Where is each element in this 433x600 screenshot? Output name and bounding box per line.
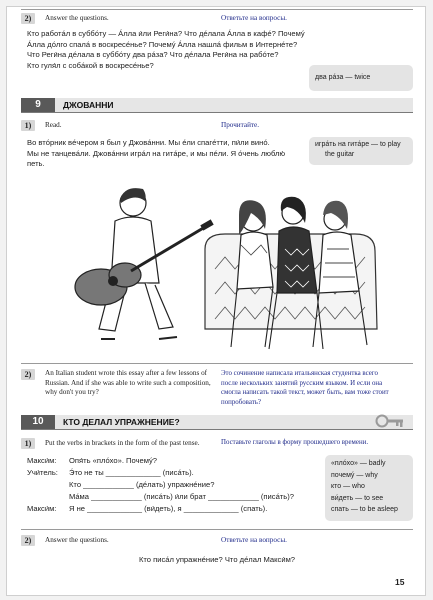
instruction-line: попробовать? bbox=[221, 398, 261, 406]
speaker bbox=[27, 479, 69, 491]
instruction-ru: Ответьте на вопросы. bbox=[221, 14, 287, 22]
question-line: Кто работáл в суббóту — Áлла и́ли Реги́на? Что дéлала Áлла в кафé? Почемý bbox=[27, 29, 305, 38]
section-number: 9 bbox=[21, 98, 55, 112]
dialog-line bbox=[27, 503, 317, 515]
vocab-item: «плóхо» — badly bbox=[331, 460, 386, 467]
dialog-text: Опя́ть «плóхо». Почемý? bbox=[69, 456, 157, 465]
guitar-illustration bbox=[55, 179, 385, 359]
text-line: Во втóрник вéчером я был у Джовáнни. Мы éли спагéтти, пи́ли винó. bbox=[27, 138, 270, 147]
text-line: Мы не танцевáли. Джовáнни игрáл на гитáре, и мы пéли. Я óчень люблю́ bbox=[27, 148, 286, 158]
question-line: Кто гуля́л с собáкой в воскресéнье? bbox=[27, 60, 154, 70]
instruction-line: после нескольких занятий русским языком. И если она bbox=[221, 379, 383, 387]
instruction-en: Read. bbox=[45, 121, 62, 129]
task-number: 2) bbox=[21, 369, 35, 380]
instruction-en: Answer the questions. bbox=[45, 14, 109, 22]
vocab-sidebar bbox=[309, 137, 413, 165]
question-line: Кто писáл упражнéние? Что дéлал Макси́м? bbox=[138, 555, 296, 564]
instruction-line: An Italian student wrote this essay after a few lessons of bbox=[45, 369, 208, 377]
dialog-line bbox=[27, 467, 317, 479]
speaker: Учи́тель: bbox=[27, 468, 58, 477]
divider bbox=[21, 363, 413, 364]
page-number: 15 bbox=[395, 577, 405, 587]
dialog-exercise bbox=[27, 455, 317, 515]
instruction-ru: Ответьте на вопросы. bbox=[221, 536, 287, 544]
dialog-text: Мáма ____________ (писáть) и́ли брат ____________ (писáть)? bbox=[69, 492, 294, 501]
instruction-ru bbox=[221, 369, 417, 407]
question-line: Что Реги́на дéлала в суббóту два рáза? Что дéлала Реги́на на рабóте? bbox=[27, 50, 279, 59]
speaker: Макси́м: bbox=[27, 504, 57, 513]
dialog-line bbox=[27, 479, 317, 491]
instruction-line: Это сочинение написала итальянская студентка всего bbox=[221, 370, 378, 377]
reading-text bbox=[27, 138, 307, 170]
instruction-ru: Поставьте глаголы в форму прошедшего времени. bbox=[221, 439, 369, 446]
dialog-line bbox=[27, 491, 317, 503]
top-rule bbox=[21, 9, 413, 10]
instruction-en: Put the verbs in brackets in the form of the past tense. bbox=[45, 439, 200, 447]
text-line: петь. bbox=[27, 159, 45, 168]
vocab-item: the guitar bbox=[325, 151, 355, 158]
instruction-line: смогла написать такой текст, может быть, вам тоже стоит bbox=[221, 389, 389, 397]
instruction-line: why don't you try? bbox=[45, 388, 99, 397]
section-title: ДЖОВАННИ bbox=[63, 100, 114, 110]
dialog-text: Я не _____________ (ви́деть), я _____________ (спать). bbox=[69, 504, 268, 513]
task-number: 1) bbox=[21, 120, 35, 131]
instruction-en: Answer the questions. bbox=[45, 536, 109, 544]
vocab-item: кто — who bbox=[331, 483, 365, 490]
task-number: 1) bbox=[21, 438, 35, 449]
instruction-ru: Прочитайте. bbox=[221, 121, 260, 129]
textbook-page bbox=[6, 6, 426, 596]
dialog-line bbox=[27, 455, 317, 467]
instruction-line: Russian. And if she was able to write such a composition, bbox=[45, 378, 211, 387]
section-title: КТО ДЕЛАЛ УПРАЖНЕНИЕ? bbox=[63, 417, 180, 427]
section-number: 10 bbox=[21, 415, 55, 429]
vocab-item: ви́деть — to see bbox=[331, 494, 384, 502]
vocab-item: два рáза — twice bbox=[315, 74, 371, 81]
speaker bbox=[27, 491, 69, 503]
vocab-item: спать — to be asleep bbox=[331, 506, 398, 513]
divider bbox=[21, 529, 413, 530]
vocab-sidebar bbox=[325, 455, 413, 521]
task-number: 2) bbox=[21, 13, 35, 24]
vocab-item: почемý — why bbox=[331, 471, 378, 479]
vocab-sidebar bbox=[309, 65, 413, 91]
vocab-item: игрáть на гитáре — to play bbox=[315, 141, 401, 148]
task-number: 2) bbox=[21, 535, 35, 546]
dialog-text: Э́то не ты _____________ (писáть). bbox=[69, 468, 194, 477]
dialog-text: Кто ____________ (дéлать) упражнéние? bbox=[69, 480, 215, 489]
speaker: Макси́м: bbox=[27, 456, 57, 465]
question-block bbox=[27, 29, 307, 71]
key-icon bbox=[375, 412, 405, 430]
instruction-en bbox=[45, 369, 215, 398]
question-line: Áлла дóлго спалá в воскресéнье? Почемý Áлла нашлá фильм в Интернéте? bbox=[27, 39, 298, 49]
